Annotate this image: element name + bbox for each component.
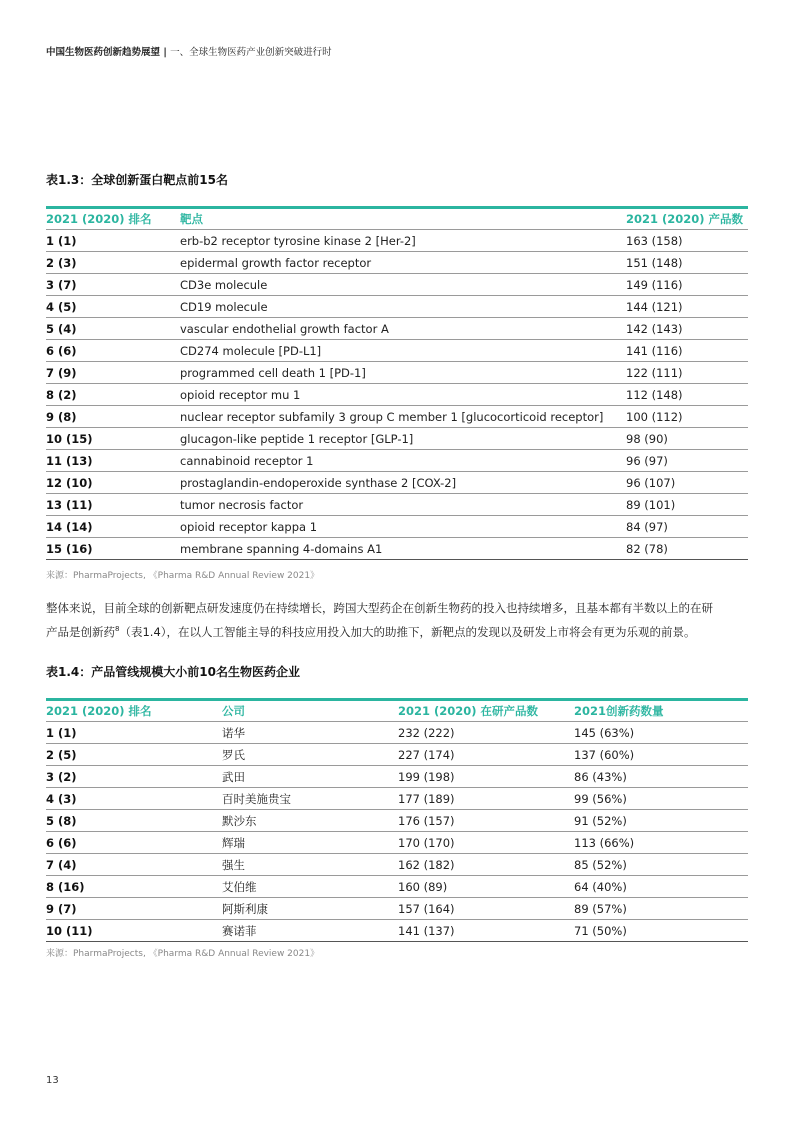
- table-body: [46, 722, 748, 942]
- table-cell: 232 (222): [398, 725, 455, 740]
- table-cell: nuclear receptor subfamily 3 group C member 1 [glucocorticoid receptor]: [180, 409, 604, 424]
- table-cell: CD19 molecule: [180, 299, 268, 314]
- table-cell: opioid receptor mu 1: [180, 387, 301, 402]
- table-1-4-source: 来源：PharmaProjects, 《Pharma R&D Annual Review 2021》: [46, 949, 320, 959]
- table-row: [46, 920, 748, 942]
- table-cell: prostaglandin-endoperoxide synthase 2 [COX-2]: [180, 475, 457, 490]
- table-row: [46, 230, 748, 252]
- table-cell: 10 (11): [46, 923, 93, 938]
- table-cell: 100 (112): [626, 409, 683, 424]
- table-row: [46, 472, 748, 494]
- table-cell: 142 (143): [626, 321, 683, 336]
- table-row: [46, 340, 748, 362]
- table-cell: 96 (97): [626, 453, 668, 468]
- table-cell: 百时美施贵宝: [222, 791, 291, 806]
- table-cell: 罗氏: [222, 747, 245, 762]
- table-cell: 89 (57%): [574, 901, 627, 916]
- table-cell: 9 (7): [46, 901, 77, 916]
- table-cell: 阿斯利康: [222, 901, 268, 916]
- table-cell: 8 (16): [46, 879, 85, 894]
- table-cell: 176 (157): [398, 813, 455, 828]
- table-cell: 9 (8): [46, 409, 77, 424]
- table-cell: programmed cell death 1 [PD-1]: [180, 365, 366, 380]
- body-paragraph: [46, 598, 746, 643]
- header-separator: |: [163, 47, 167, 58]
- table-cell: 8 (2): [46, 387, 77, 402]
- table-cell: 6 (6): [46, 835, 77, 850]
- table-cell: 141 (137): [398, 923, 455, 938]
- table-cell: 4 (5): [46, 299, 77, 314]
- table-cell: 149 (116): [626, 277, 683, 292]
- footnote-marker[interactable]: 8: [115, 625, 120, 633]
- table-cell: 10 (15): [46, 431, 93, 446]
- paragraph-line-1: 整体来说，目前全球的创新靶点研发速度仍在持续增长，跨国大型药企在创新生物药的投入也持续增多，且基本都有半数以上的在研: [46, 601, 713, 615]
- table-cell: tumor necrosis factor: [180, 497, 304, 512]
- table-row: [46, 362, 748, 384]
- table-cell: 5 (8): [46, 813, 77, 828]
- table-cell: 1 (1): [46, 725, 77, 740]
- table-cell: 157 (164): [398, 901, 455, 916]
- table-cell: 199 (198): [398, 769, 455, 784]
- column-header-rank: 2021 (2020) 排名: [46, 704, 152, 718]
- column-header-product-count: 2021 (2020) 产品数: [626, 212, 744, 226]
- table-cell: 144 (121): [626, 299, 683, 314]
- table-row: [46, 516, 748, 538]
- table-cell: 7 (4): [46, 857, 77, 872]
- table-cell: opioid receptor kappa 1: [180, 519, 318, 534]
- table-1-4: [46, 698, 748, 942]
- table-cell: CD274 molecule [PD-L1]: [180, 343, 322, 358]
- table-row: [46, 832, 748, 854]
- table-cell: 武田: [222, 769, 245, 784]
- table-row: [46, 252, 748, 274]
- table-cell: 141 (116): [626, 343, 683, 358]
- table-cell: 145 (63%): [574, 725, 635, 740]
- table-row: [46, 766, 748, 788]
- table-row: [46, 406, 748, 428]
- table-cell: 3 (7): [46, 277, 77, 292]
- table-cell: cannabinoid receptor 1: [180, 453, 314, 468]
- table-cell: 2 (3): [46, 255, 77, 270]
- table-row: [46, 722, 748, 744]
- table-cell: 84 (97): [626, 519, 668, 534]
- table-cell: 86 (43%): [574, 769, 627, 784]
- table-cell: 13 (11): [46, 497, 93, 512]
- table-cell: 辉瑞: [222, 835, 245, 850]
- table-cell: glucagon-like peptide 1 receptor [GLP-1]: [180, 431, 414, 446]
- table-cell: CD3e molecule: [180, 277, 268, 292]
- column-header-pipeline-count: 2021 (2020) 在研产品数: [398, 704, 539, 718]
- table-cell: erb-b2 receptor tyrosine kinase 2 [Her-2]: [180, 233, 416, 248]
- table-row: [46, 318, 748, 340]
- table-row: [46, 296, 748, 318]
- table-cell: 7 (9): [46, 365, 77, 380]
- table-cell: 177 (189): [398, 791, 455, 806]
- table-cell: 赛诺菲: [222, 923, 257, 938]
- running-header: [46, 44, 332, 58]
- table-cell: 170 (170): [398, 835, 455, 850]
- table-cell: 99 (56%): [574, 791, 627, 806]
- paragraph-line-2: [46, 619, 746, 643]
- table-cell: 160 (89): [398, 879, 448, 894]
- table-cell: epidermal growth factor receptor: [180, 255, 372, 270]
- header-title: 中国生物医药创新趋势展望: [46, 47, 161, 58]
- table-header-row: [46, 209, 748, 230]
- table-cell: 强生: [222, 857, 245, 872]
- table-cell: 14 (14): [46, 519, 93, 534]
- table-cell: 3 (2): [46, 769, 77, 784]
- table-cell: 诺华: [222, 725, 245, 740]
- table-cell: 162 (182): [398, 857, 455, 872]
- table-1-3-source: 来源：PharmaProjects, 《Pharma R&D Annual Review 2021》: [46, 571, 320, 581]
- table-cell: 6 (6): [46, 343, 77, 358]
- table-row: [46, 384, 748, 406]
- table-header-row: [46, 701, 748, 722]
- header-section: 一、全球生物医药产业创新突破进行时: [170, 47, 332, 58]
- table-cell: 137 (60%): [574, 747, 635, 762]
- table-row: [46, 494, 748, 516]
- table-cell: 64 (40%): [574, 879, 627, 894]
- table-row: [46, 788, 748, 810]
- table-cell: 11 (13): [46, 453, 93, 468]
- table-cell: 1 (1): [46, 233, 77, 248]
- table-row: [46, 450, 748, 472]
- table-cell: 82 (78): [626, 541, 668, 556]
- table-cell: 默沙东: [222, 813, 257, 828]
- table-row: [46, 876, 748, 898]
- table-cell: 96 (107): [626, 475, 676, 490]
- table-cell: vascular endothelial growth factor A: [180, 321, 389, 336]
- table-cell: 71 (50%): [574, 923, 627, 938]
- table-cell: 4 (3): [46, 791, 77, 806]
- table-cell: 112 (148): [626, 387, 683, 402]
- table-cell: 91 (52%): [574, 813, 627, 828]
- table-row: [46, 274, 748, 296]
- table-cell: 122 (111): [626, 365, 683, 380]
- column-header-target: 靶点: [180, 212, 203, 226]
- table-body: [46, 230, 748, 560]
- table-row: [46, 810, 748, 832]
- paragraph-line-2a: 产品是创新药: [46, 624, 115, 639]
- table-1-4-title: 表1.4：产品管线规模大小前10名生物医药企业: [46, 665, 300, 679]
- table-cell: 227 (174): [398, 747, 455, 762]
- table-row: [46, 744, 748, 766]
- table-cell: 163 (158): [626, 233, 683, 248]
- column-header-innovative-count: 2021创新药数量: [574, 704, 664, 718]
- table-cell: 12 (10): [46, 475, 93, 490]
- table-row: [46, 854, 748, 876]
- table-1-3: [46, 206, 748, 560]
- table-cell: 艾伯维: [222, 879, 257, 894]
- column-header-rank: 2021 (2020) 排名: [46, 212, 152, 226]
- table-cell: 15 (16): [46, 541, 93, 556]
- table-cell: 151 (148): [626, 255, 683, 270]
- table-cell: membrane spanning 4-domains A1: [180, 541, 383, 556]
- table-row: [46, 898, 748, 920]
- table-cell: 89 (101): [626, 497, 676, 512]
- table-cell: 2 (5): [46, 747, 77, 762]
- table-cell: 98 (90): [626, 431, 668, 446]
- column-header-company: 公司: [222, 704, 245, 718]
- paragraph-line-2b: （表1.4），在以人工智能主导的科技应用投入加大的助推下，新靶点的发现以及研发上市将会有更为乐观的前景。: [119, 624, 696, 639]
- table-cell: 85 (52%): [574, 857, 627, 872]
- table-row: [46, 538, 748, 560]
- table-1-3-title: 表1.3：全球创新蛋白靶点前15名: [46, 173, 228, 187]
- table-cell: 5 (4): [46, 321, 77, 336]
- page-number: 13: [46, 1075, 59, 1086]
- table-cell: 113 (66%): [574, 835, 635, 850]
- table-row: [46, 428, 748, 450]
